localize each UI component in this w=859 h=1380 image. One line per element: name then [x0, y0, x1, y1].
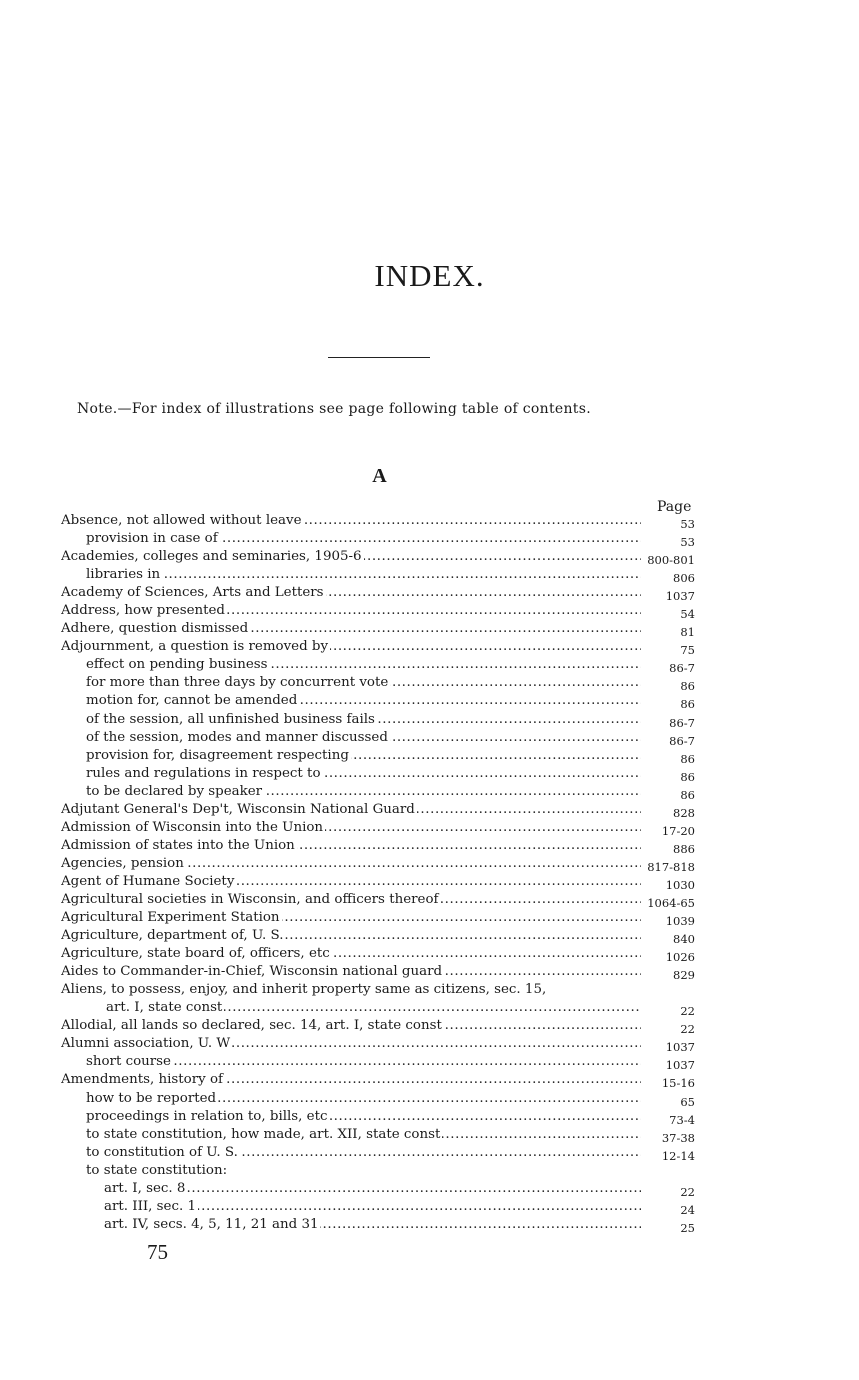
index-entry-text: effect on pending business	[86, 657, 268, 673]
index-entry	[0, 909, 859, 927]
index-entry-text: Amendments, history of	[61, 1072, 223, 1088]
index-entry-line	[86, 765, 641, 783]
index-entry	[0, 1144, 859, 1162]
index-entry-line	[61, 1017, 641, 1035]
index-entry-page: 817-818	[647, 859, 695, 874]
index-entry	[0, 1071, 859, 1089]
index-entry-line	[61, 855, 641, 873]
index-entry	[0, 981, 859, 1017]
index-entry-line	[61, 548, 641, 566]
index-entry-page: 86	[680, 769, 695, 784]
index-entry-text: Aides to Commander-in-Chief, Wisconsin national guard	[61, 964, 443, 980]
index-entry-text: to state constitution, how made, art. XII, state const	[86, 1126, 441, 1142]
index-entry	[0, 765, 859, 783]
index-entry-text: Address, how presented	[61, 603, 225, 619]
index-entry	[0, 783, 859, 801]
index-entry-line	[61, 873, 641, 891]
index-entry	[0, 1090, 859, 1108]
index-entry-text: Agricultural societies in Wisconsin, and officers thereof	[61, 891, 439, 907]
index-entry-page: 22	[680, 1022, 695, 1037]
index-entry-line	[86, 692, 641, 710]
index-entry-line	[86, 566, 641, 584]
index-entry-page: 1037	[665, 589, 695, 604]
index-entry-page: 86	[680, 751, 695, 766]
index-entry-line	[86, 674, 641, 692]
index-entry	[0, 945, 859, 963]
index-entry-page: 86	[680, 697, 695, 712]
index-entry-text: art. I, sec. 8	[104, 1180, 186, 1196]
index-entry-line	[61, 801, 641, 819]
index-entry-page: 828	[673, 805, 695, 820]
index-entry-page: 25	[680, 1220, 695, 1235]
index-entry-page: 800-801	[647, 553, 695, 568]
index-entry	[0, 530, 859, 548]
index-entry	[0, 1180, 859, 1198]
index-entry-line	[61, 819, 641, 837]
index-entry-line	[61, 837, 641, 855]
index-entry-line	[86, 783, 641, 801]
index-entry-line	[61, 891, 641, 909]
index-entry	[0, 1035, 859, 1053]
index-entry-text: Agriculture, department of, U. S.	[61, 928, 284, 944]
index-entry-text: Agriculture, state board of, officers, etc	[61, 946, 330, 962]
index-entry-text: Alumni association, U. W	[61, 1036, 231, 1052]
index-entry-text: Agencies, pension	[61, 855, 184, 871]
index-entry-page: 840	[673, 932, 695, 947]
index-entry-line	[86, 530, 641, 548]
index-entry-line	[61, 945, 641, 963]
index-entry-page: 53	[680, 535, 695, 550]
index-entry	[0, 927, 859, 945]
index-note: Note.—For index of illustrations see page following table of contents.	[77, 401, 591, 417]
index-entry	[0, 747, 859, 765]
index-entry	[0, 584, 859, 602]
index-entry	[0, 620, 859, 638]
index-entry	[0, 729, 859, 747]
index-entry-line	[61, 927, 641, 945]
index-entry-line	[86, 711, 641, 729]
index-entry-page: 81	[680, 625, 695, 640]
index-entry-page: 73-4	[669, 1112, 695, 1127]
index-entry-line	[104, 1180, 641, 1198]
index-entry-page: 37-38	[661, 1130, 695, 1145]
index-entry	[0, 1017, 859, 1035]
index-entry-page: 65	[680, 1094, 695, 1109]
index-entry-line	[61, 909, 641, 927]
index-entry-page: 86-7	[669, 733, 695, 748]
index-entry-text: Academies, colleges and seminaries, 1905-6	[61, 549, 362, 565]
index-entry-line	[61, 1071, 641, 1089]
index-entry-text: Agricultural Experiment Station	[61, 910, 280, 926]
index-entry	[0, 656, 859, 674]
page-number: 75	[147, 1240, 168, 1264]
index-entry	[0, 819, 859, 837]
index-entry-text: proceedings in relation to, bills, etc	[86, 1108, 328, 1124]
page-column-header: Page	[657, 499, 692, 515]
index-entry	[0, 566, 859, 584]
index-entry-text: art. I, state const	[106, 1000, 223, 1016]
index-entry-first-line: Aliens, to possess, enjoy, and inherit property same as citizens, sec. 15,	[61, 982, 547, 998]
index-entry-page: 15-16	[661, 1076, 695, 1091]
index-entry-text: Agent of Humane Society	[61, 873, 235, 889]
index-entry-text: how to be reported	[86, 1090, 217, 1106]
index-entry-line	[61, 963, 641, 981]
index-entry-line	[86, 1090, 641, 1108]
index-entry-line	[104, 1198, 641, 1216]
index-entry	[0, 1216, 859, 1234]
index-entry-line	[106, 999, 641, 1017]
index-entry	[0, 548, 859, 566]
index-entry	[0, 873, 859, 891]
index-entry	[0, 512, 859, 530]
index-entry-line	[61, 620, 641, 638]
index-entry-line	[104, 1216, 641, 1234]
index-entry-text: Admission of Wisconsin into the Union	[61, 819, 324, 835]
index-entry	[0, 1198, 859, 1216]
index-entry-page: 53	[680, 517, 695, 531]
index-entry-page: 17-20	[661, 823, 695, 838]
index-entry-page: 86	[680, 787, 695, 802]
index-entry-page: 12-14	[661, 1148, 695, 1163]
index-entry-text: motion for, cannot be amended	[86, 693, 298, 709]
index-entry-line	[86, 1126, 641, 1144]
index-entry-text: provision for, disagreement respecting	[86, 747, 349, 763]
index-entry-text: Academy of Sciences, Arts and Letters	[61, 585, 324, 601]
index-entry-page: 1037	[665, 1058, 695, 1073]
index-entry-text: of the session, modes and manner discussed	[86, 729, 388, 745]
index-entry	[0, 801, 859, 819]
index-entry-text: art. IV, secs. 4, 5, 11, 21 and 31	[104, 1216, 319, 1232]
index-entry-text: for more than three days by concurrent vote	[86, 675, 389, 691]
index-entry-line	[86, 1144, 641, 1162]
index-entry	[0, 1162, 859, 1180]
index-entry-page: 1026	[665, 950, 695, 965]
index-entry-line	[61, 602, 641, 620]
index-entry-text: provision in case of	[86, 531, 218, 547]
index-entry-text: Adhere, question dismissed	[61, 621, 249, 637]
title-rule	[328, 357, 430, 358]
index-entry-page: 1064-65	[647, 895, 695, 910]
index-entry-page: 24	[680, 1202, 695, 1217]
index-entry-page: 806	[673, 571, 695, 586]
index-entry-text: libraries in	[86, 567, 161, 583]
index-entry-text: of the session, all unfinished business fails	[86, 711, 375, 727]
index-entry-text: short course	[86, 1054, 171, 1070]
index-entry-text: to state constitution:	[86, 1162, 228, 1178]
index-entry	[0, 638, 859, 656]
index-entry	[0, 1053, 859, 1071]
index-entry-page: 54	[680, 607, 695, 622]
index-entry-page: 1037	[665, 1040, 695, 1055]
index-entry	[0, 602, 859, 620]
index-entry	[0, 692, 859, 710]
index-entry-page: 22	[680, 1184, 695, 1199]
index-entry-text: Absence, not allowed without leave	[61, 513, 302, 528]
index-entry-text: Adjournment, a question is removed by	[61, 639, 329, 655]
index-entry-line	[61, 512, 641, 530]
index-entry-text: art. III, sec. 1	[104, 1198, 196, 1214]
index-entry	[0, 891, 859, 909]
index-entry-line	[86, 1053, 641, 1071]
index-entry-text: to be declared by speaker	[86, 783, 263, 799]
index-entry	[0, 674, 859, 692]
index-entry-page: 1039	[665, 914, 695, 929]
index-entry	[0, 855, 859, 873]
section-letter: A	[372, 465, 387, 487]
index-entry-line	[86, 1162, 641, 1180]
index-entry	[0, 837, 859, 855]
index-entry-page: 86-7	[669, 715, 695, 730]
index-entry-line	[61, 1035, 641, 1053]
index-entry-page: 886	[673, 841, 695, 856]
index-entry	[0, 1126, 859, 1144]
index-entries	[0, 512, 859, 1234]
index-entry-line	[86, 656, 641, 674]
index-entry-line	[86, 1108, 641, 1126]
index-entry-line	[86, 747, 641, 765]
index-entry-page: 75	[680, 643, 695, 658]
index-entry-page: 1030	[665, 877, 695, 892]
index-entry-text: Admission of states into the Union	[61, 837, 295, 853]
index-entry-page: 829	[673, 968, 695, 983]
index-entry-line	[86, 729, 641, 747]
index-entry-text: to constitution of U. S.	[86, 1144, 238, 1160]
page-title: INDEX.	[374, 258, 485, 293]
index-entry-page: 86	[680, 679, 695, 694]
index-entry	[0, 711, 859, 729]
index-entry-line	[61, 584, 641, 602]
index-entry-text: Allodial, all lands so declared, sec. 14, art. I, state const	[61, 1018, 442, 1034]
index-entry	[0, 963, 859, 981]
index-entry-page: 86-7	[669, 661, 695, 676]
index-entry-page: 22	[680, 1004, 695, 1019]
index-entry	[0, 1108, 859, 1126]
index-entry-text: Adjutant General's Dep't, Wisconsin National Guard	[61, 801, 415, 817]
index-entry-line	[61, 638, 641, 656]
index-entry-text: rules and regulations in respect to	[86, 765, 321, 781]
